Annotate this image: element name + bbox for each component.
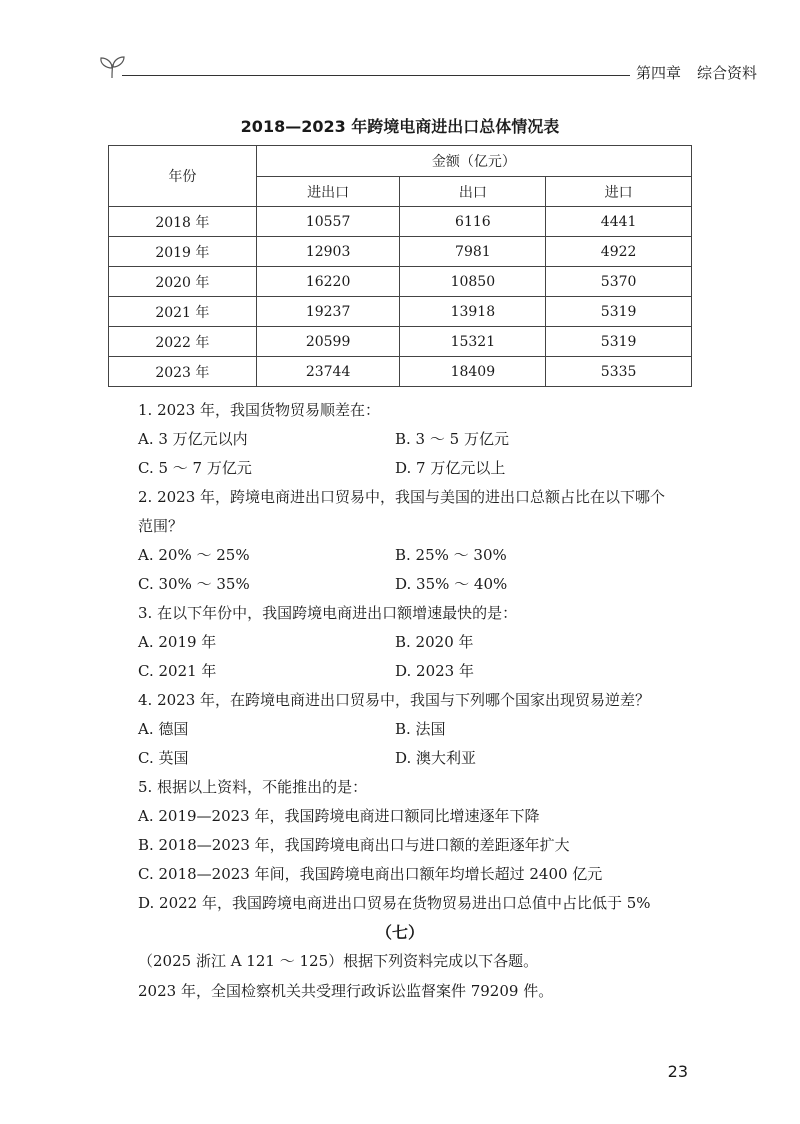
cell-export: 18409	[400, 357, 546, 387]
trade-table	[108, 145, 692, 387]
header-year: 年份	[109, 146, 257, 207]
cell-import: 5319	[546, 297, 692, 327]
cell-total: 19237	[256, 297, 400, 327]
question-2-option-b[interactable]: B. 25% ～ 30%	[395, 546, 507, 564]
question-2-option-a[interactable]: A. 20% ～ 25%	[138, 546, 250, 564]
question-2-option-c[interactable]: C. 30% ～ 35%	[138, 575, 250, 593]
cell-total: 20599	[256, 327, 400, 357]
cell-export: 15321	[400, 327, 546, 357]
cell-total: 10557	[256, 207, 400, 237]
question-3-option-d[interactable]: D. 2023 年	[395, 662, 474, 680]
question-4-option-a[interactable]: A. 德国	[138, 720, 189, 738]
table-row	[109, 327, 692, 357]
cell-import: 4441	[546, 207, 692, 237]
chapter-title: 综合资料	[697, 64, 758, 82]
header-total: 进出口	[256, 177, 400, 207]
header-export: 出口	[400, 177, 546, 207]
page-number: 23	[667, 1062, 688, 1081]
question-2-stem-cont: 范围？	[138, 517, 184, 535]
header-amount: 金额（亿元）	[256, 146, 691, 177]
cell-year: 2023 年	[109, 357, 257, 387]
question-3-option-a[interactable]: A. 2019 年	[138, 633, 217, 651]
table-row	[109, 267, 692, 297]
question-4-option-b[interactable]: B. 法国	[395, 720, 446, 738]
cell-year: 2021 年	[109, 297, 257, 327]
table-row	[109, 237, 692, 267]
cell-total: 16220	[256, 267, 400, 297]
page-header	[96, 48, 758, 88]
section-intro: （2025 浙江 A 121 ～ 125）根据下列资料完成以下各题。	[138, 952, 539, 970]
cell-export: 6116	[400, 207, 546, 237]
question-1-option-d[interactable]: D. 7 万亿元以上	[395, 459, 506, 477]
header-rule	[122, 75, 630, 76]
chapter-label	[636, 62, 796, 83]
question-5-option-d[interactable]: D. 2022 年，我国跨境电商进出口贸易在货物贸易进出口总值中占比低于 5%	[138, 894, 651, 912]
question-5-option-c[interactable]: C. 2018—2023 年间，我国跨境电商出口额年均增长超过 2400 亿元	[138, 865, 603, 883]
cell-import: 5335	[546, 357, 692, 387]
question-3-option-c[interactable]: C. 2021 年	[138, 662, 217, 680]
table-title: 2018—2023 年跨境电商进出口总体情况表	[240, 117, 560, 136]
header-import: 进口	[546, 177, 692, 207]
question-5-option-a[interactable]: A. 2019—2023 年，我国跨境电商进口额同比增速逐年下降	[138, 807, 540, 825]
cell-export: 7981	[400, 237, 546, 267]
question-2-stem: 2. 2023 年，跨境电商进出口贸易中，我国与美国的进出口总额占比在以下哪个	[138, 488, 666, 506]
table-row	[109, 207, 692, 237]
question-1-option-c[interactable]: C. 5 ～ 7 万亿元	[138, 459, 252, 477]
question-5-option-b[interactable]: B. 2018—2023 年，我国跨境电商出口与进口额的差距逐年扩大	[138, 836, 570, 854]
cell-import: 4922	[546, 237, 692, 267]
cell-year: 2022 年	[109, 327, 257, 357]
question-3-stem: 3. 在以下年份中，我国跨境电商进出口额增速最快的是：	[138, 604, 518, 622]
cell-year: 2019 年	[109, 237, 257, 267]
cell-year: 2018 年	[109, 207, 257, 237]
question-5-stem: 5. 根据以上资料，不能推出的是：	[138, 778, 368, 796]
cell-total: 23744	[256, 357, 400, 387]
cell-year: 2020 年	[109, 267, 257, 297]
question-4-option-c[interactable]: C. 英国	[138, 749, 189, 767]
cell-export: 10850	[400, 267, 546, 297]
section-heading: （七）	[375, 923, 424, 942]
table-row	[109, 357, 692, 387]
question-4-stem: 4. 2023 年，在跨境电商进出口贸易中，我国与下列哪个国家出现贸易逆差？	[138, 691, 651, 709]
table-row	[109, 297, 692, 327]
cell-import: 5370	[546, 267, 692, 297]
chapter-number: 第四章	[636, 64, 682, 82]
question-1-stem: 1. 2023 年，我国货物贸易顺差在：	[138, 401, 381, 419]
cell-import: 5319	[546, 327, 692, 357]
question-3-option-b[interactable]: B. 2020 年	[395, 633, 474, 651]
sprout-icon	[96, 54, 130, 84]
cell-total: 12903	[256, 237, 400, 267]
cell-export: 13918	[400, 297, 546, 327]
question-2-option-d[interactable]: D. 35% ～ 40%	[395, 575, 508, 593]
question-1-option-b[interactable]: B. 3 ～ 5 万亿元	[395, 430, 509, 448]
section-paragraph: 2023 年，全国检察机关共受理行政诉讼监督案件 79209 件。	[138, 982, 554, 1000]
question-1-option-a[interactable]: A. 3 万亿元以内	[138, 430, 248, 448]
question-4-option-d[interactable]: D. 澳大利亚	[395, 749, 477, 767]
